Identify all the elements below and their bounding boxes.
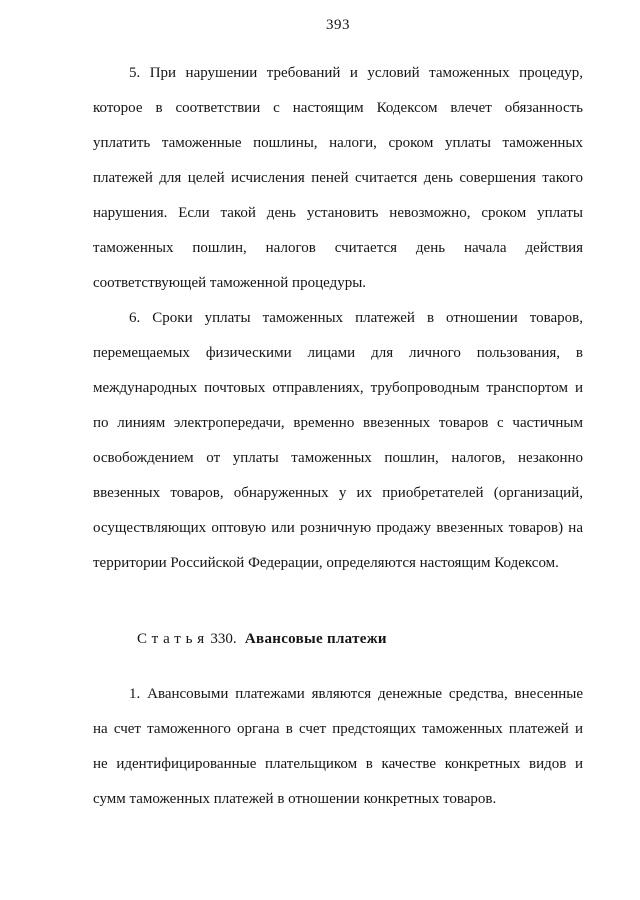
text-line: осуществляющих оптовую или розничную продажу ввезенных товаров) на [93,520,583,536]
text-line: ввезенных товаров, обнаруженных у их приобретателей (организаций, [93,485,583,501]
article-330-heading [93,622,583,657]
text-line: освобождением от уплаты таможенных пошлин, налогов, незаконно [93,450,583,466]
text-line: которое в соответствии с настоящим Кодексом влечет обязанность [93,100,583,116]
text-line: сумм таможенных платежей в отношении конкретных товаров. [93,791,497,807]
text-line: международных почтовых отправлениях, трубопроводным транспортом и [93,380,583,396]
text-line: территории Российской Федерации, определяются настоящим Кодексом. [93,555,559,571]
article-number: 330. [210,631,237,647]
paragraph-1 [93,677,583,817]
page-number: 393 [326,17,350,33]
text-line: уплатить таможенные пошлины, налоги, сроком уплаты таможенных [93,135,583,151]
paragraph-6 [93,301,583,581]
text-line: перемещаемых физическими лицами для личного пользования, в [93,345,583,361]
text-line: 6. Сроки уплаты таможенных платежей в отношении товаров, [129,310,583,326]
text-line: нарушения. Если такой день установить невозможно, сроком уплаты [93,205,583,221]
text-line: платежей для целей исчисления пеней считается день совершения такого [93,170,583,186]
text-line: на счет таможенного органа в счет предстоящих таможенных платежей и [93,721,583,737]
article-label: Статья [137,631,209,647]
text-line: по линиям электропередачи, временно ввезенных товаров с частичным [93,415,583,431]
text-line: соответствующей таможенной процедуры. [93,275,367,291]
text-line: 5. При нарушении требований и условий таможенных процедур, [129,65,583,81]
text-line: 1. Авансовыми платежами являются денежные средства, внесенные [129,686,583,702]
paragraph-5 [93,56,583,301]
text-line: таможенных пошлин, налогов считается день начала действия [93,240,583,256]
text-line: не идентифицированные плательщиком в качестве конкретных видов и [93,756,583,772]
article-title: Авансовые платежи [244,631,387,647]
text-column [93,16,583,817]
